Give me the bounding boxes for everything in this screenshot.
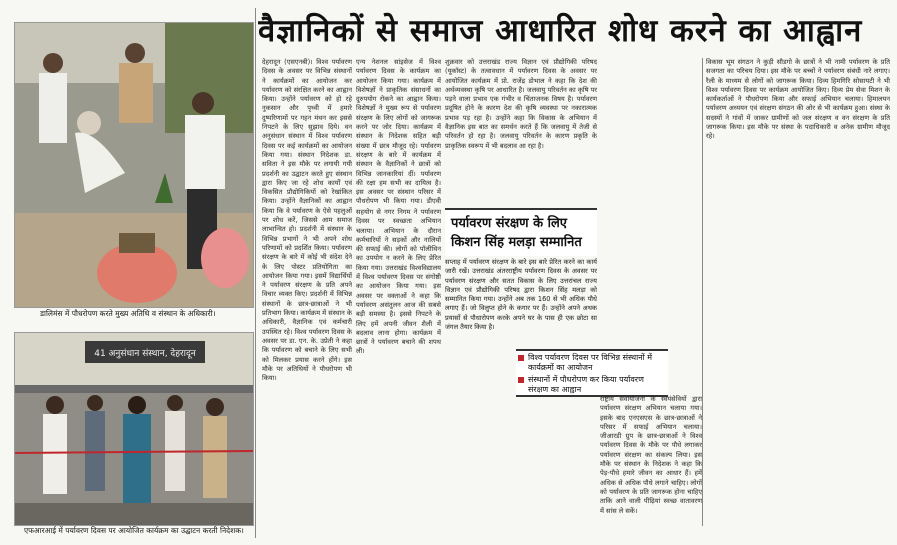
- sidebar-box-title: पर्यावरण संरक्षण के लिए किशन सिंह मलड़ा सम्मानित: [451, 216, 582, 250]
- article-column-1: देहरादून (एसएनबी)। विश्व पर्यावरण दिवस के अवसर पर विभिन्न संस्थानों ने कार्यक्रमों का आयोजन कर पर्यावरण को संरक्षित करने का आह्वान किया। उन्होंने पर्यावरण को हो रहे नुकसान और पृथ्वी में हमारे दुष्परिणामों पर गहन मंथन कर इससे निपटने के लिए सुझाव दिये। वन अनुसंधान संस्थान में विश्व पर्यावरण दिवस पर कई कार्यक्रमों का आयोजन किया गया। संस्थान निदेशक डा. सविता ने इस मौके पर लगायी गयी प्रदर्शनी का उद्घाटन करते हुए संस्थान द्वारा किए जा रहे शोध कार्यों एवं विकसित प्रौद्योगिकियों को रेखांकित किया। उन्होंने वैज्ञानिकों का आह्वान किया कि वे पर्यावरण के ऐसे पहलुओं पर शोध करें, जिससे आम समाज लाभान्वित हो। प्रदर्शनी में संस्थान के विभिन्न प्रभागों ने भी अपने शोध परिणामों को प्रदर्शित किया। पर्यावरण संरक्षण के बारे में कोई भी संदेश देने के लिए पोस्टर प्रतियोगिता का आयोजन किया गया। इसमें विद्यार्थियों ने पर्यावरण संरक्षण के प्रति अपने विचार व्यक्त किए। प्रदर्शनी में विभिन्न संस्थानों के छात्र-छात्राओं ने भी प्रतिभाग किया। कार्यक्रम में संस्थान के अधिकारी, वैज्ञानिक एवं कर्मचारी उपस्थित रहे। विश्व पर्यावरण दिवस के अवसर पर डा. एन. के. उप्रेती ने कहा कि पर्यावरण को बचाने के लिए सभी को मिलकर प्रयास करने होंगे। इस मौके पर अतिथियों ने पौधरोपण भी किया।: [262, 58, 352, 383]
- photo-bottom-caption: एफआरआई में पर्यावरण दिवस पर आयोजित कार्यक्रम का उद्घाटन करती निदेशक।: [24, 526, 244, 535]
- photo-banner-text: 41 अनुसंधान संस्थान, देहरादून: [94, 349, 196, 359]
- pull-quote-text-1: विश्व पर्यावरण दिवस पर विभिन्न संस्थानों में कार्यक्रमों का आयोजन: [528, 353, 652, 372]
- bullet-square-icon: [518, 355, 524, 361]
- sidebar-box-text: सप्ताह में पर्यावरण संरक्षण के बारे इस बारे प्रेरित करने का कार्य जारी रखें। उत्तराखंड अंतरराष्ट्रीय पर्यावरण दिवस के अवसर पर पर्यावरण संरक्षण और सतत विकास के लिए उत्तरांचल राज्य विज्ञान एवं प्रौद्योगिकी परिषद द्वारा किशन सिंह मलड़ा को सम्मानित किया गया। उन्होंने अब तक 160 से भी अधिक पौधे लगाए हैं। जो विलुप्त होने के कगार पर हैं। उन्होंने अपने अथक प्रयासों से पौधारोपण करके अपने घर के पास ही एक छोटा सा जंगल तैयार किया है।: [445, 258, 597, 332]
- article-column-6: राष्ट्रीय सेवायोजना के स्वयंसेवियों द्वारा पर्यावरण संरक्षण अभियान चलाया गया। इसके बाद एनएसएस के छात्र-छात्राओं ने परिसर में सफाई अभियान चलाया। जीआरडी ग्रुप के छात्र-छात्राओं ने विश्व पर्यावरण दिवस के मौके पर पौधे लगाकर पर्यावरण संरक्षण का संकल्प लिया। इस मौके पर संस्थान के निदेशक ने कहा कि पेड़-पौधे हमारे जीवन का आधार हैं। हमें अधिक से अधिक पौधे लगाने चाहिए। लोगों को पर्यावरण के प्रति जागरूक होना चाहिए ताकि आने वाली पीढ़ियां स्वच्छ वातावरण में सांस ले सकें।: [600, 395, 702, 515]
- pull-quote-item: [518, 375, 666, 395]
- column-divider: [255, 8, 256, 538]
- article-column-3: एन्य नेशनल सांइसेज में विश्व पर्यावरण दिवस के कार्यक्रम का आयोजन किया गया। कार्यक्रम में विशेषज्ञों ने प्राकृतिक संसाधनों का दुरुपयोग रोकने का आह्वान किया। विशेषज्ञों ने मुख्य रूप से पर्यावरण संरक्षण के लिए लोगों को जागरूक करने पर जोर दिया। कार्यक्रम में संस्थान के निदेशक सहित बड़ी संख्या में छात्र मौजूद रहे। पर्यावरण संरक्षण के बारे में कार्यक्रम में संस्थान के वैज्ञानिकों ने छात्रों को विभिन्न जानकारियां दीं। पर्यावरण की रक्षा हम सभी का दायित्व है। इस अवसर पर संस्थान परिसर में पौधरोपण भी किया गया। डीएवी: [356, 58, 441, 206]
- sidebar-box-header: [445, 208, 597, 256]
- article-column-7: विकास भूम संगठन ने कुड़ी सौडगो के छात्रों ने भी नामी पर्यावरण के प्रति सजगता का परिचय दिया। इस मौके पर बच्चों ने पर्यावरण संबंधी नारे लगाए। रैली के माध्यम से लोगों को जागरूक किया। दिव्य हिमगिरि सोसायटी ने भी विश्व पर्यावरण दिवस पर कार्यक्रम आयोजित किए। दिव्य प्रेम सेवा मिशन के कार्यकर्ताओं ने पौधरोपण किया और सफाई अभियान चलाया। हिमालयन पर्यावरण अध्ययन एवं संरक्षण संगठन की ओर से भी कार्यक्रम हुआ। संस्था के सदस्यों ने गांवों में जाकर ग्रामीणों को जल संरक्षण व वन संरक्षण के प्रति जागरूक किया। इस मौके पर संस्था के पदाधिकारी व अनेक ग्रामीण मौजूद रहे।: [706, 58, 890, 141]
- article-column-5: शुक्रवार को उत्तराखंड राज्य विज्ञान एवं प्रौद्योगिकी परिषद (यूकॉस्ट) के तत्वावधान में पर्यावरण दिवस के अवसर पर आयोजित कार्यक्रम में प्रो. राजेंद्र डोभाल ने कहा कि देश की अर्थव्यवस्था कृषि पर आधारित है। जलवायु परिवर्तन का कृषि पर पड़ने वाला प्रभाव एक गंभीर व चिंताजनक विषय है। पर्यावरण प्रदूषित होने के कारण देश की कृषि व्यवस्था पर नकारात्मक प्रभाव पड़ रहा है। उन्होंने कहा कि विकास के अभियान में वैज्ञानिक इस बात का समर्थन करते हैं कि जलवायु में तेजी से परिवर्तन हो रहा है। जलवायु परिवर्तन के कारण प्रकृति के प्राकृतिक स्वरूप में भी बदलाव आ रहा है।: [445, 58, 597, 150]
- article-column-4: सहयोग से नगर निगम ने पर्यावरण दिवस पर स्वच्छता अभियान चलाया। अभियान के दौरान कर्मचारियों ने सड़कों और नालियों की सफाई की। लोगों को पॉलीथिन का उपयोग न करने के लिए प्रेरित किया गया। उत्तराखंड विश्वविद्यालय में विश्व पर्यावरण दिवस पर संगोष्ठी का आयोजन किया गया। इस अवसर पर वक्ताओं ने कहा कि पर्यावरण असंतुलन आज की सबसे बड़ी समस्या है। इससे निपटने के लिए हमें अपनी जीवन शैली में बदलाव लाना होगा। कार्यक्रम में छात्रों ने पर्यावरण बचाने की शपथ ली।: [356, 208, 441, 356]
- pull-quote-text-2: संस्थानों में पौधरोपण कर किया पर्यावरण संरक्षण का आह्वान: [528, 375, 644, 394]
- bullet-square-icon: [518, 377, 524, 383]
- headline: वैज्ञानिकों से समाज आधारित शोध करने का आह्वान: [258, 13, 863, 49]
- column-divider: [702, 58, 703, 526]
- article-column-6b: [445, 348, 513, 526]
- photo-top-caption: डालिमंस में पौधरोपण करते मुख्य अतिथि व संस्थान के अधिकारी।: [40, 309, 216, 318]
- pull-quote: [516, 349, 668, 397]
- photo-tree-planting: [14, 22, 254, 308]
- photo-inauguration: [14, 332, 254, 526]
- pull-quote-item: [518, 353, 666, 373]
